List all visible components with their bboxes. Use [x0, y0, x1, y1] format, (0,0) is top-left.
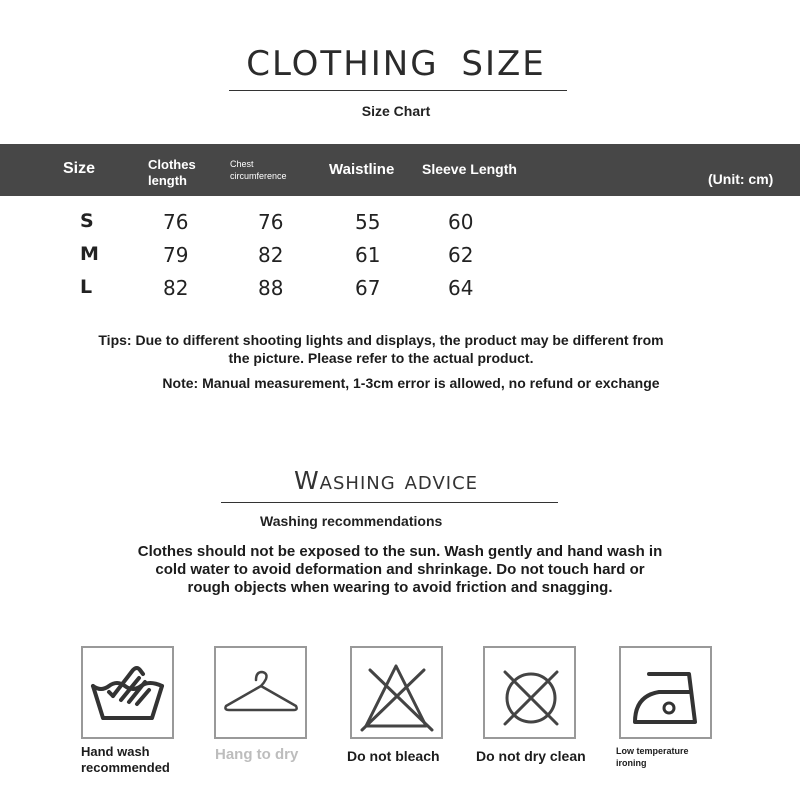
header-clothes-length-line1: Clothes	[148, 157, 196, 172]
table-row	[0, 276, 800, 306]
size-section-title: CLOTHING SIZE	[246, 44, 546, 84]
tips-text	[0, 331, 762, 367]
cell-chest: 76	[258, 210, 284, 234]
washing-divider	[221, 502, 558, 503]
hand-wash-label-line1: Hand wash	[81, 744, 150, 759]
washing-line2: cold water to avoid deformation and shrinkage. Do not touch hard or	[155, 561, 645, 578]
no-dry-clean-label: Do not dry clean	[476, 748, 586, 764]
cell-size: L	[80, 276, 93, 298]
header-sleeve-length: Sleeve Length	[422, 161, 517, 177]
hand-wash-icon	[81, 646, 174, 739]
hand-wash-label-line2: recommended	[81, 760, 170, 775]
cell-clothes-length: 76	[163, 210, 189, 234]
header-unit: (Unit: cm)	[708, 171, 774, 187]
cell-size: S	[80, 210, 94, 232]
header-chest-line1: Chest	[230, 159, 254, 169]
title-divider	[229, 90, 567, 91]
header-chest	[230, 158, 287, 182]
cell-clothes-length: 82	[163, 276, 189, 300]
size-chart-subtitle: Size Chart	[361, 103, 431, 119]
low-temp-iron-icon	[619, 646, 712, 739]
cell-chest: 82	[258, 243, 284, 267]
header-clothes-length	[148, 157, 196, 189]
hang-to-dry-label: Hang to dry	[215, 746, 299, 763]
size-table-header	[0, 144, 800, 196]
hanger-icon	[214, 646, 307, 739]
tips-line1: Tips: Due to different shooting lights and displays, the product may be different from	[98, 332, 664, 348]
washing-line1: Clothes should not be exposed to the sun. Wash gently and hand wash in	[137, 543, 663, 560]
header-size: Size	[63, 160, 96, 177]
header-waistline: Waistline	[329, 161, 395, 178]
low-temp-iron-label-line2: ironing	[616, 758, 647, 768]
hand-wash-label	[81, 744, 170, 776]
low-temp-iron-label	[616, 745, 689, 769]
cell-sleeve: 64	[448, 276, 474, 300]
cell-sleeve: 60	[448, 210, 474, 234]
washing-section-title: Washing advice	[293, 466, 479, 495]
no-bleach-label: Do not bleach	[347, 748, 440, 764]
washing-subtitle: Washing recommendations	[260, 513, 443, 529]
cell-waistline: 67	[355, 276, 381, 300]
header-clothes-length-line2: length	[148, 173, 187, 188]
table-row	[0, 243, 800, 273]
cell-waistline: 55	[355, 210, 381, 234]
cell-waistline: 61	[355, 243, 381, 267]
header-chest-line2: circumference	[230, 171, 287, 181]
note-text: Note: Manual measurement, 1-3cm error is allowed, no refund or exchange	[162, 375, 660, 391]
no-bleach-icon	[350, 646, 443, 739]
tips-line2: the picture. Please refer to the actual product.	[228, 350, 534, 366]
cell-sleeve: 62	[448, 243, 474, 267]
table-row	[0, 210, 800, 240]
washing-instructions	[100, 543, 700, 597]
cell-size: M	[80, 243, 99, 265]
low-temp-iron-label-line1: Low temperature	[616, 746, 689, 756]
no-dry-clean-icon	[483, 646, 576, 739]
cell-clothes-length: 79	[163, 243, 189, 267]
washing-line3: rough objects when wearing to avoid friction and snagging.	[187, 579, 613, 596]
cell-chest: 88	[258, 276, 284, 300]
